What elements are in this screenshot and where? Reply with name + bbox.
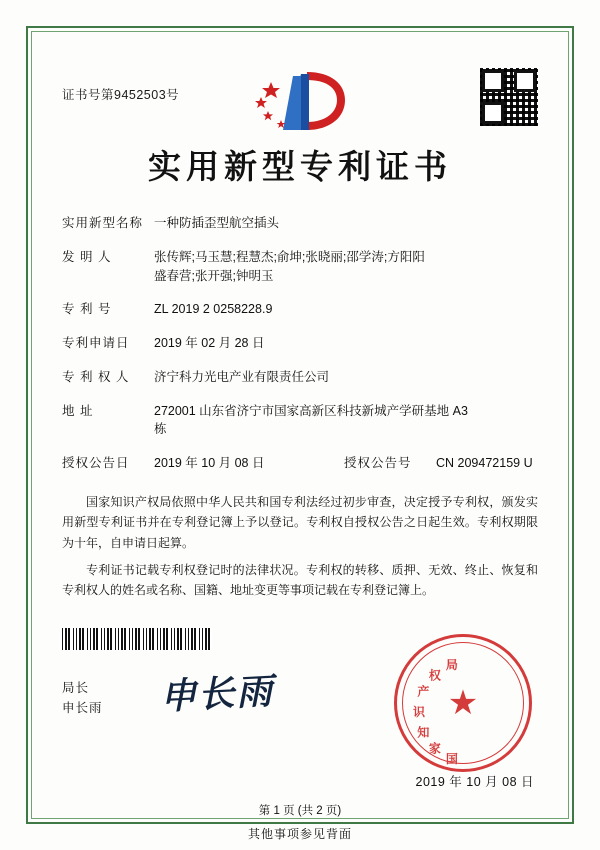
field-row-address — [62, 402, 538, 440]
field-list — [40, 214, 560, 473]
paragraph-2: 专利证书记载专利权登记时的法律状况。专利权的转移、质押、无效、终止、恢复和专利权人的姓名或名称、国籍、地址变更等事项记载在专利登记簿上。 — [62, 562, 538, 598]
field-value — [154, 402, 538, 440]
field-value: 济宁科力光电产业有限责任公司 — [154, 369, 330, 384]
field-label-grant-date: 授权公告日 — [62, 456, 130, 470]
address-line-2: 栋 — [154, 422, 167, 437]
seal-text: 国 家 知 识 产 权 局 — [413, 658, 458, 766]
field-label: 发 明 人 — [62, 249, 112, 264]
seal-date: 2019 年 10 月 08 日 — [415, 775, 534, 789]
certificate-content — [40, 40, 560, 817]
field-value — [154, 248, 538, 286]
signature-block — [62, 678, 103, 718]
field-label: 地 址 — [62, 403, 94, 418]
field-label: 实用新型名称 — [62, 216, 144, 230]
footer-note: 其他事项参见背面 — [247, 827, 352, 841]
barcode-icon — [62, 628, 212, 650]
director-title: 局长 — [62, 681, 90, 695]
field-label: 专 利 号 — [62, 302, 112, 317]
official-seal — [394, 634, 532, 772]
seal-star-icon: ★ — [447, 684, 479, 722]
field-value-grant-number: CN 209472159 U — [436, 456, 533, 470]
field-value: ZL 2019 2 0258228.9 — [154, 302, 273, 317]
field-row-patent-number — [62, 300, 538, 319]
field-row-application-date — [62, 334, 538, 353]
field-value: 一种防插歪型航空插头 — [154, 216, 280, 230]
page-number: 第 1 页 (共 2 页) — [258, 805, 342, 817]
field-value: 2019 年 02 月 28 日 — [154, 336, 265, 350]
page-title: 实用新型专利证书 — [148, 147, 452, 186]
patent-office-emblem-icon — [245, 66, 355, 136]
handwritten-signature: 申长雨 — [159, 670, 276, 718]
field-row-invention-name — [62, 214, 538, 233]
field-label: 专 利 权 人 — [62, 369, 130, 384]
field-value-grant-date: 2019 年 10 月 08 日 — [154, 456, 265, 470]
field-row-patentee — [62, 368, 538, 387]
address-line-1: 272001 山东省济宁市国家高新区科技新城产学研基地 A3 — [154, 403, 468, 418]
inventors-line-2: 盛春营;张开强;钟明玉 — [154, 268, 274, 283]
field-row-inventors — [62, 248, 538, 286]
qr-code-icon — [480, 68, 538, 126]
inventors-line-1: 张传辉;马玉慧;程慧杰;俞坤;张晓丽;邵学涛;方阳阳 — [154, 249, 425, 264]
certificate-footer — [40, 620, 560, 817]
certificate-header — [40, 40, 560, 135]
director-name: 申长雨 — [62, 701, 103, 715]
legal-paragraphs — [40, 488, 560, 601]
field-label-grant-number: 授权公告号 — [344, 456, 412, 470]
paragraph-1: 国家知识产权局依照中华人民共和国专利法经过初步审查，决定授予专利权，颁发实用新型专利证书并在专利登记簿上予以登记。专利权自授权公告之日起生效。专利权期限为十年，自申请日起算。 — [62, 494, 538, 550]
field-label: 专利申请日 — [62, 336, 130, 350]
field-row-grant — [62, 454, 538, 473]
certificate-number: 证书号第9452503号 — [62, 88, 180, 102]
